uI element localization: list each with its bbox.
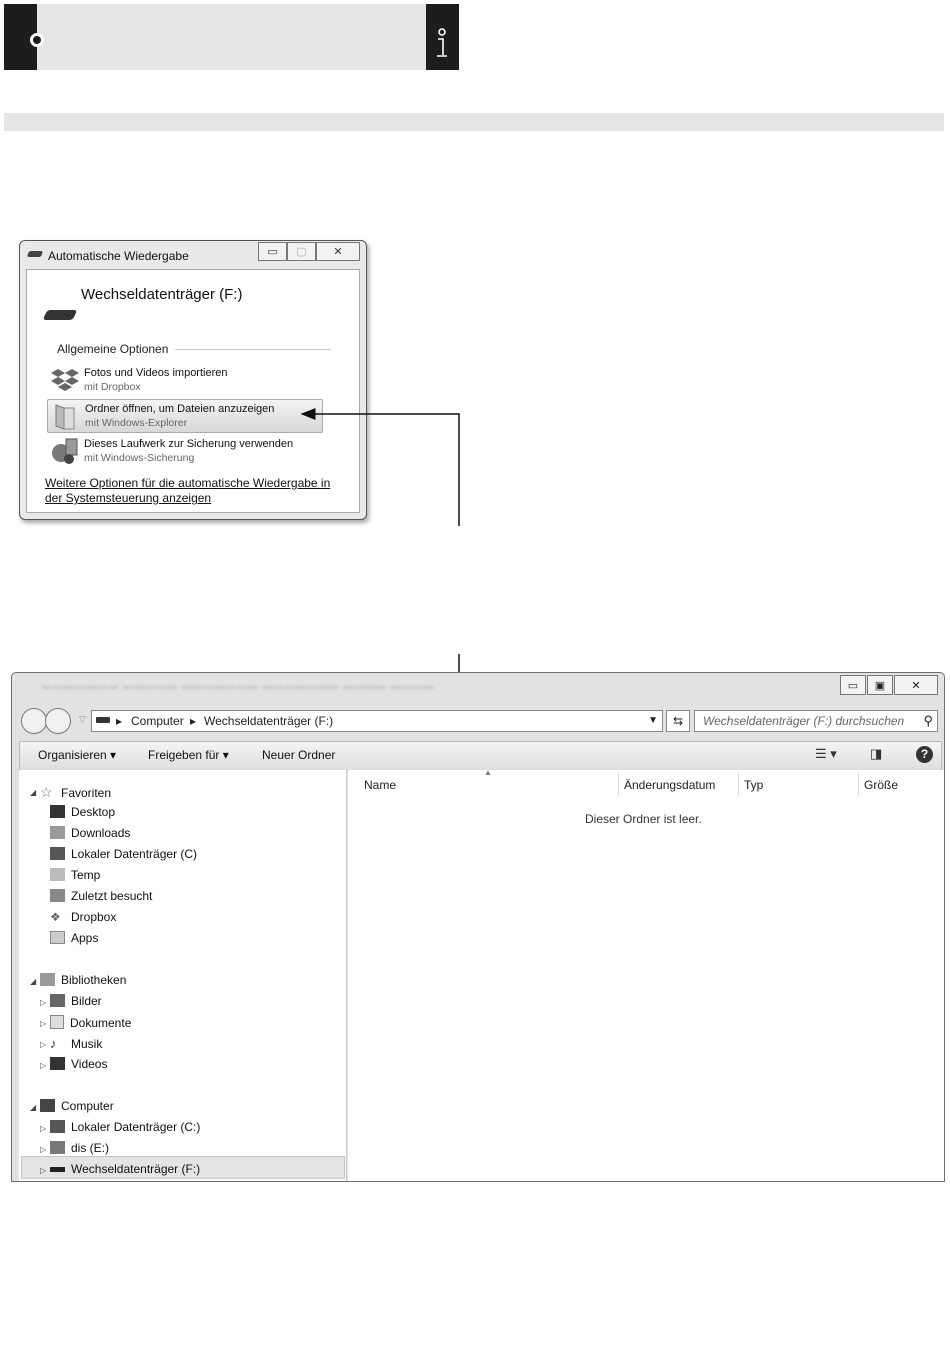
address-bar[interactable] [91,710,663,732]
crumb-separator-icon[interactable]: ▸ [190,714,197,728]
dropbox-icon: ❖ [50,910,61,924]
nav-libraries[interactable] [40,973,126,987]
nav-favorites[interactable] [40,784,111,800]
nav-item-apps[interactable] [50,931,98,945]
navigation-buttons [21,708,86,734]
removable-drive-icon [50,1167,65,1172]
nav-label: Bilder [71,994,102,1008]
column-header-size[interactable]: Größe [864,778,899,792]
desktop-icon [50,805,65,818]
view-options-icon[interactable]: ☰ ▾ [815,746,837,761]
command-bar [19,741,942,771]
nav-item-music[interactable] [50,1036,102,1051]
nav-item-downloads[interactable] [50,826,130,840]
collapse-triangle-icon[interactable]: ▷ [40,1145,47,1154]
nav-label: Wechseldatenträger (F:) [71,1162,201,1176]
star-icon: ☆ [40,784,53,800]
nav-label: Favoriten [61,786,112,800]
nav-label: dis (E:) [71,1141,110,1155]
forward-button[interactable] [45,708,71,734]
section-heading: Allgemeine Optionen [57,342,169,356]
minimize-button[interactable]: ▭ [840,675,866,695]
more-options-link[interactable]: Weitere Optionen für die automatische Wiedergabe in der Systemsteuerung anzeigen [45,476,331,505]
column-header-date[interactable]: Änderungsdatum [624,778,716,792]
collapse-triangle-icon[interactable]: ▷ [40,998,47,1007]
search-placeholder: Wechseldatenträger (F:) durchsuchen [703,714,905,728]
nav-label: Lokaler Datenträger (C:) [71,1120,201,1134]
nav-label: Computer [61,1099,114,1113]
nav-label: Lokaler Datenträger (C) [71,847,198,861]
nav-label: Bibliotheken [61,973,127,987]
empty-folder-message: Dieser Ordner ist leer. [585,812,702,826]
expand-triangle-icon[interactable]: ◢ [30,977,37,986]
organize-button[interactable]: Organisieren ▾ [38,748,117,762]
pictures-icon [50,994,65,1007]
videos-icon [50,1057,65,1070]
folder-icon [50,868,65,881]
column-divider[interactable] [618,772,619,796]
option-subtitle: mit Dropbox [84,381,141,393]
column-divider[interactable] [738,772,739,796]
nav-label: Temp [71,868,101,882]
search-icon[interactable]: ⚲ [923,713,933,728]
collapse-triangle-icon[interactable]: ▷ [40,1166,47,1175]
nav-item-desktop[interactable] [50,805,115,819]
close-button[interactable]: ✕ [894,675,938,695]
option-title: Ordner öffnen, um Dateien anzuzeigen [85,403,275,415]
option-subtitle: mit Windows-Sicherung [84,452,195,464]
nav-label: Apps [71,931,99,945]
nav-label: Downloads [71,826,131,840]
collapse-triangle-icon[interactable]: ▷ [40,1124,47,1133]
drive-label: Wechseldatenträger (F:) [81,286,243,303]
nav-item-dis-e[interactable] [50,1141,109,1155]
libraries-icon [40,973,55,986]
column-header-type[interactable]: Typ [744,778,764,792]
crumb-separator-icon[interactable]: ▸ [116,714,123,728]
expand-triangle-icon[interactable]: ◢ [30,788,37,797]
drive-icon [96,717,110,723]
collapse-triangle-icon[interactable]: ▷ [40,1061,47,1070]
nav-label: Dokumente [70,1016,132,1030]
help-icon[interactable]: ? [916,746,933,763]
nav-item-recent[interactable] [50,889,152,903]
minimize-button[interactable]: ▭ [258,242,287,261]
nav-item-videos[interactable] [50,1057,107,1071]
nav-item-removable-f[interactable] [50,1162,200,1176]
column-header-name[interactable]: Name [364,778,397,792]
nav-label: Musik [71,1037,103,1051]
nav-label: Desktop [71,805,116,819]
nav-item-pictures[interactable] [50,994,102,1008]
search-input[interactable] [694,710,938,732]
nav-label: Zuletzt besucht [71,889,153,903]
new-folder-button[interactable]: Neuer Ordner [262,748,336,762]
column-divider[interactable] [858,772,859,796]
downloads-icon [50,826,65,839]
option-title: Dieses Laufwerk zur Sicherung verwenden [84,438,294,450]
collapse-triangle-icon[interactable]: ▷ [40,1019,47,1028]
back-button[interactable] [21,708,47,734]
recent-pages-icon[interactable]: ▽ [79,714,86,724]
explorer-window-controls [839,675,938,695]
navigation-pane [19,770,347,1181]
nav-item-temp[interactable] [50,868,100,882]
maximize-button[interactable]: ▢ [287,242,316,261]
apps-icon [50,931,65,944]
organize-label: Organisieren [38,748,107,762]
nav-label: Dropbox [71,910,117,924]
music-icon: ♪ [50,1036,57,1051]
collapse-triangle-icon[interactable]: ▷ [40,1040,47,1049]
breadcrumb-drive[interactable]: Wechseldatenträger (F:) [204,714,334,728]
refresh-button[interactable]: ⇆ [666,710,690,732]
hard-drive-icon [50,847,65,860]
nav-item-local-disk[interactable] [50,847,197,861]
computer-icon [40,1099,55,1112]
close-button[interactable]: ✕ [316,242,360,261]
share-button[interactable]: Freigeben für ▾ [148,748,229,762]
arrow-to-open-folder [302,414,459,526]
expand-triangle-icon[interactable]: ◢ [30,1103,37,1112]
recent-places-icon [50,889,65,902]
nav-item-local-disk-c[interactable] [50,1120,200,1134]
maximize-button[interactable]: ▣ [867,675,893,695]
dialog-title: Automatische Wiedergabe [48,249,189,263]
option-title: Fotos und Videos importieren [84,367,228,379]
network-drive-icon [50,1141,65,1154]
nav-item-documents[interactable] [50,1015,131,1030]
breadcrumb-computer[interactable]: Computer [131,714,184,728]
sort-indicator-icon: ▲ [484,768,492,777]
chevron-down-icon[interactable]: ▼ [648,715,658,726]
option-subtitle: mit Windows-Explorer [85,417,188,429]
blurred-background-menu: ▬▬▬▬▬▬▬ ▬▬▬▬▬ ▬▬▬▬▬▬▬ ▬▬▬▬▬▬▬ ▬▬▬▬ ▬▬▬▬ [42,681,435,692]
preview-pane-icon[interactable]: ◨ [870,746,883,761]
nav-item-dropbox[interactable] [50,910,116,924]
hard-drive-icon [50,1120,65,1133]
nav-label: Videos [71,1057,108,1071]
explorer-window [11,672,945,1182]
share-label: Freigeben für [148,748,220,762]
nav-computer[interactable] [40,1099,114,1113]
documents-icon [50,1015,64,1029]
file-list-pane[interactable] [348,770,944,1181]
